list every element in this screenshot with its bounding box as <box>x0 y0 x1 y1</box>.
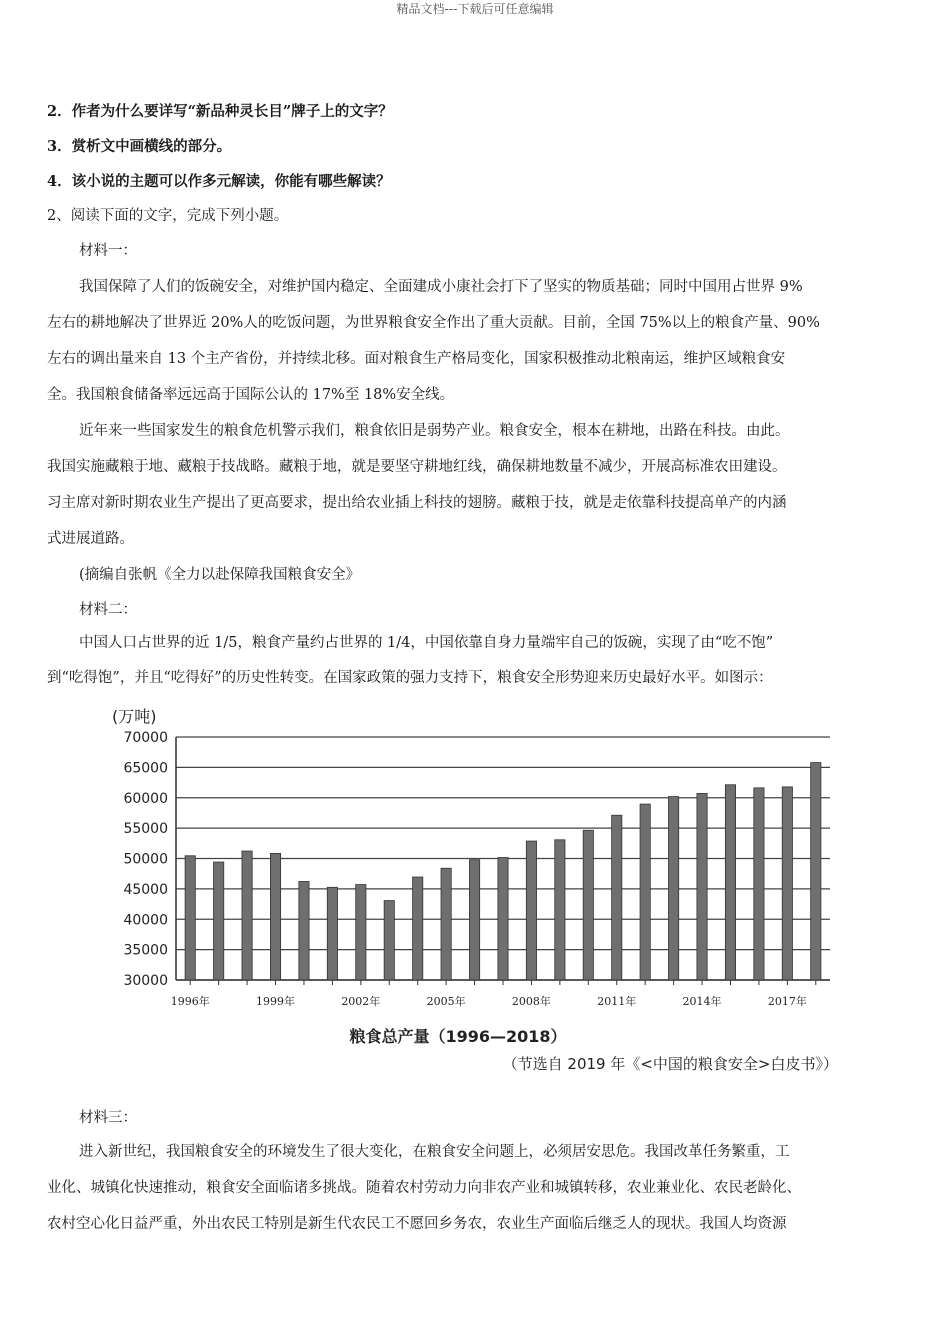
x-tick-label: 2014年 <box>682 995 722 1008</box>
bar-2017 <box>782 787 792 980</box>
bar-2014 <box>697 793 707 980</box>
question-number: 2． <box>47 103 72 120</box>
material1-p2-line: 我国实施藏粮于地、藏粮于技战略。藏粮于地，就是要坚守耕地红线，确保耕地数量不减少，开展高标准农田建设。 <box>47 459 787 475</box>
x-tick-label: 1999年 <box>256 995 296 1008</box>
question-number: 4． <box>47 173 72 190</box>
question-number: 3． <box>47 138 72 155</box>
bar-1996 <box>185 856 195 980</box>
bar-2016 <box>754 788 764 980</box>
page-header: 精品文档---下载后可任意编辑 <box>396 2 554 16</box>
x-tick-label: 2005年 <box>426 995 466 1008</box>
bar-2013 <box>668 797 678 980</box>
bar-2005 <box>441 868 451 980</box>
x-tick-label: 1996年 <box>170 995 210 1008</box>
bar-2015 <box>725 785 735 980</box>
y-tick-label: 30000 <box>123 973 168 989</box>
bar-1997 <box>214 862 224 980</box>
bar-2010 <box>583 830 593 980</box>
bar-2009 <box>555 840 565 980</box>
x-tick-label: 2011年 <box>597 995 637 1008</box>
section-heading: 2、阅读下面的文字，完成下列小题。 <box>47 208 289 224</box>
material1-p2-line: 式进展道路。 <box>47 531 134 547</box>
x-tick-label: 2002年 <box>341 995 381 1008</box>
question-4 <box>47 172 907 192</box>
question-2 <box>47 102 907 122</box>
question-text: 该小说的主题可以作多元解读，你能有哪些解读？ <box>71 173 391 190</box>
material3-label: 材料三： <box>79 1110 137 1126</box>
material1-p2-line: 近年来一些国家发生的粮食危机警示我们，粮食依旧是弱势产业。粮食安全，根本在耕地，出路在科技。由此。 <box>79 423 790 439</box>
material2-p1-line: 中国人口占世界的近 1/5，粮食产量约占世界的 1/4，中国依靠自身力量端牢自己的饭碗，实现了由“吃不饱” <box>79 635 774 651</box>
question-3 <box>47 137 907 157</box>
bar-2003 <box>384 901 394 980</box>
material3-p1-line: 农村空心化日益严重，外出农民工特别是新生代农民工不愿回乡务农，农业生产面临后继乏人的现状。我国人均资源 <box>47 1216 787 1232</box>
bar-2008 <box>526 841 536 980</box>
material1-p1-line: 左右的调出量来自 13 个主产省份，并持续北移。面对粮食生产格局变化，国家积极推动北粮南运，维护区域粮食安 <box>47 351 786 367</box>
chart-title: 粮食总产量（1996—2018） <box>349 1027 567 1046</box>
bar-2012 <box>640 804 650 980</box>
bar-2007 <box>498 858 508 980</box>
material1-p1-line: 左右的耕地解决了世界近 20%人的吃饭问题，为世界粮食安全作出了重大贡献。目前，全国 75%以上的粮食产量、90% <box>47 315 820 331</box>
material1-source: (摘编自张帆《全力以赴保障我国粮食安全》 <box>79 567 361 583</box>
y-tick-label: 65000 <box>123 760 168 777</box>
grain-output-chart <box>98 700 858 1085</box>
bar-1998 <box>242 851 252 980</box>
material1-label: 材料一： <box>79 243 137 259</box>
material1-p1-line: 我国保障了人们的饭碗安全，对维护国内稳定、全面建成小康社会打下了坚实的物质基础；同时中国用占世界 9% <box>79 279 803 295</box>
y-unit-label: (万吨) <box>112 707 157 726</box>
y-tick-label: 35000 <box>123 942 168 959</box>
chart-source-note: （节选自 2019 年《<中国的粮食安全>白皮书》） <box>502 1055 838 1073</box>
y-tick-label: 70000 <box>123 730 168 746</box>
material2-label: 材料二： <box>79 602 137 618</box>
bar-2001 <box>327 887 337 980</box>
question-text: 作者为什么要详写“新品种灵长目”牌子上的文字？ <box>71 103 393 120</box>
y-tick-label: 55000 <box>123 821 168 838</box>
material3-p1-line: 进入新世纪，我国粮食安全的环境发生了很大变化，在粮食安全问题上，必须居安思危。我国改革任务繁重，工 <box>79 1144 790 1160</box>
bar-2000 <box>299 881 309 980</box>
bar-1999 <box>270 853 280 980</box>
y-tick-label: 50000 <box>123 851 168 868</box>
x-tick-label: 2017年 <box>767 995 807 1008</box>
material1-p2-line: 习主席对新时期农业生产提出了更高要求，提出给农业插上科技的翅膀。藏粮于技，就是走依靠科技提高单产的内涵 <box>47 495 787 511</box>
bar-2011 <box>612 815 622 980</box>
material3-p1-line: 业化、城镇化快速推动，粮食安全面临诸多挑战。随着农村劳动力向非农产业和城镇转移，农业兼业化、农民老龄化、 <box>47 1180 801 1196</box>
bar-2004 <box>413 877 423 980</box>
bar-2006 <box>469 860 479 980</box>
material2-p1-line: 到“吃得饱”，并且“吃得好”的历史性转变。在国家政策的强力支持下，粮食安全形势迎来历史最好水平。如图示： <box>47 670 773 686</box>
y-tick-label: 45000 <box>123 881 168 898</box>
x-tick-label: 2008年 <box>511 995 551 1008</box>
material1-p1-line: 全。我国粮食储备率远远高于国际公认的 17%至 18%安全线。 <box>47 387 455 403</box>
y-tick-label: 40000 <box>123 912 168 929</box>
chart-svg <box>98 700 858 1085</box>
bar-2002 <box>356 885 366 980</box>
question-text: 赏析文中画横线的部分。 <box>71 138 232 155</box>
bar-2018 <box>811 763 821 980</box>
y-tick-label: 60000 <box>123 790 168 807</box>
